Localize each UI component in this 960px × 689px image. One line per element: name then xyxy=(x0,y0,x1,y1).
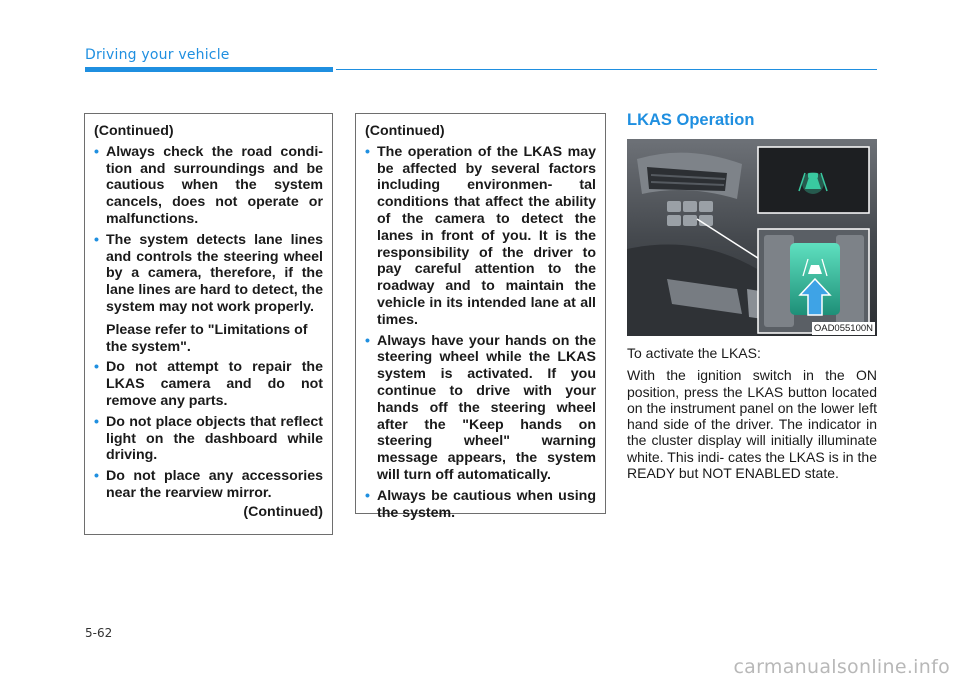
header-rule-thin xyxy=(336,69,877,70)
bullet-icon: • xyxy=(365,487,370,504)
caution-item: • Always have your hands on the steering wheel while the LKAS system is activated. If you continue to drive with your hands off the steering wheel after the "Keep hands on steering wheel" warning message appears, the system will turn off automatically. xyxy=(365,332,596,483)
continued-label: (Continued) xyxy=(94,123,174,139)
caution-list xyxy=(365,144,596,522)
caution-list xyxy=(94,144,323,502)
lkas-button-photo xyxy=(627,139,877,336)
caution-item: • Do not place any accessories near the rearview mirror. xyxy=(94,468,323,501)
bullet-icon: • xyxy=(94,143,99,160)
caution-item: • Do not attempt to repair the LKAS camera and do not remove any parts. xyxy=(94,359,323,409)
bullet-icon: • xyxy=(94,413,99,430)
bullet-icon: • xyxy=(94,359,99,376)
activation-paragraph: With the ignition switch in the ON position, press the LKAS button located on the instrument panel on the lower left hand side of the driver. The indicator in the cluster display will initially illuminate white. This indi- cates the LKAS is in the READY but NOT ENABLED state. xyxy=(627,367,877,482)
caution-item: • The operation of the LKAS may be affected by several factors including environmen- tal conditions that affect the ability of the camera to detect the lanes in front of you. It is the responsibility of the driver to pay careful attention to the roadway and to maintain the vehicle in its intended lane at all times. xyxy=(365,143,596,328)
continued-label: (Continued) xyxy=(365,123,445,139)
caution-box-middle xyxy=(355,113,606,521)
caution-box-left xyxy=(84,113,333,535)
bullet-icon: • xyxy=(365,332,370,349)
continued-label: (Continued) xyxy=(243,503,323,520)
section-title: Driving your vehicle xyxy=(85,47,230,63)
lkas-instructions xyxy=(627,345,877,487)
reference-note: Please refer to "Limitations of the system". xyxy=(106,321,308,355)
dashboard-illustration xyxy=(627,139,877,336)
lkas-operation-heading: LKAS Operation xyxy=(627,111,755,129)
caution-item: • Always be cautious when using the system. xyxy=(365,487,596,521)
image-code-caption: OAD055100N xyxy=(813,323,873,334)
caution-item: • Do not place objects that reflect light on the dashboard while driving. xyxy=(94,413,323,464)
bullet-icon: • xyxy=(94,231,99,248)
caution-item: • Always check the road condi- tion and surroundings and be cautious when the system cancels, does not operate or malfunctions. xyxy=(94,143,323,227)
page-number: 5-62 xyxy=(85,626,113,640)
site-watermark: carmanualsonline.info xyxy=(733,656,950,678)
bullet-icon: • xyxy=(365,143,370,160)
caution-item: • The system detects lane lines and controls the steering wheel by a camera, therefore, if the lane lines are hard to detect, the system may not work properly. Please refer to "Limitations of the system". xyxy=(94,231,323,355)
bullet-icon: • xyxy=(94,468,99,485)
header-rule-thick xyxy=(85,67,333,72)
activation-intro: To activate the LKAS: xyxy=(627,345,761,361)
